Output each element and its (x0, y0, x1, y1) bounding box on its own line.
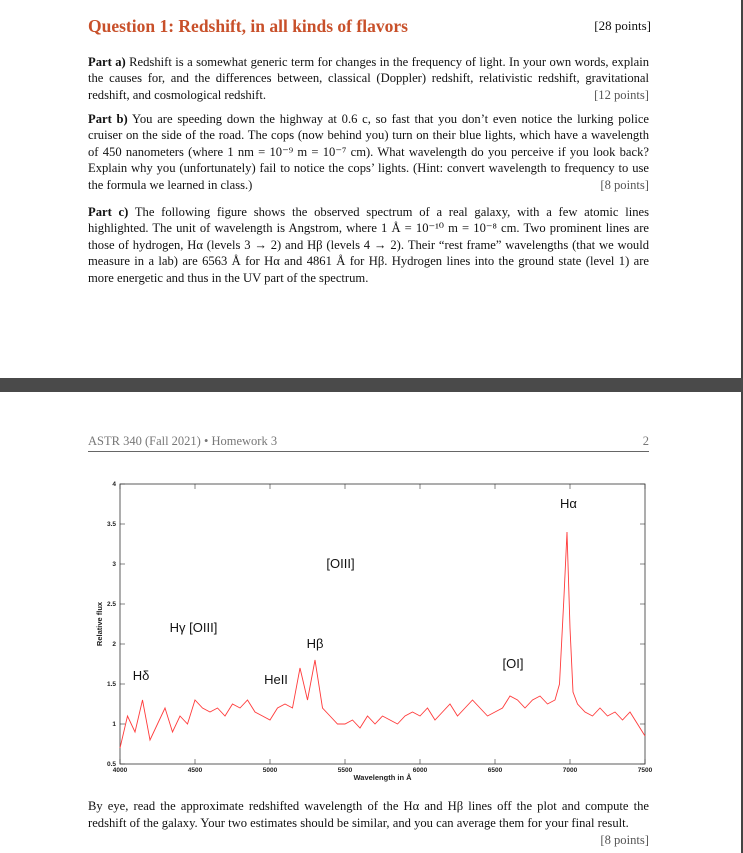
y-tick-label: 1 (112, 721, 116, 728)
line-label: Hβ (306, 636, 324, 651)
part-a (88, 54, 649, 103)
y-tick-label: 3.5 (106, 521, 116, 528)
y-tick-label: 4 (112, 481, 116, 488)
line-label: Hα (560, 496, 577, 511)
x-tick-label: 7000 (562, 767, 578, 774)
x-tick-label: 4000 (112, 767, 128, 774)
header-course: ASTR 340 (Fall 2021) • Homework 3 (88, 434, 278, 448)
x-axis-label: Wavelength in Å (353, 773, 412, 782)
y-tick-label: 1.5 (106, 681, 116, 688)
final-points: [8 points] (600, 833, 649, 847)
page-2 (0, 392, 743, 853)
page-1 (0, 0, 743, 378)
x-tick-label: 5500 (337, 767, 353, 774)
part-a-label: Part a) (88, 55, 126, 69)
x-tick-label: 6500 (487, 767, 503, 774)
part-b (88, 111, 649, 193)
part-a-text: Redshift is a somewhat generic term for changes in the frequency of light. In your own words, explain the causes for, and the differences between, classical (Doppler) redshift, relativistic redshift, gravitational redshift, and cosmological redshift. (88, 55, 650, 102)
part-c (88, 204, 649, 286)
y-tick-label: 0.5 (106, 761, 116, 768)
final-text: By eye, read the approximate redshifted wavelength of the Hα and Hβ lines off the plot and compute the redshift of the galaxy. Your two estimates should be similar, and you can average them for your final result. (88, 799, 649, 830)
question-points: [28 points] (594, 18, 651, 33)
part-c-text: The following figure shows the observed spectrum of a real galaxy, with a few atomic lines highlighted. The unit of wavelength is Angstrom, where 1 Å = 10⁻¹⁰ m = 10⁻⁸ cm. Two prominent lines are those of hydrogen, Hα (levels 3 → 2) and Hβ (levels 4 → 2). Their “rest frame” wavelengths (that we would measure in a lab) are 6563 Å for Hα and 4861 Å for Hβ. Hydrogen lines into the ground state (level 1) are more energetic and thus in the UV part of the spectrum. (88, 205, 649, 285)
line-label: Hγ [OIII] (169, 620, 218, 635)
x-tick-label: 5000 (262, 767, 278, 774)
page-number: 2 (642, 434, 649, 448)
y-tick-label: 2.5 (106, 601, 116, 608)
y-tick-label: 2 (112, 641, 116, 648)
part-a-points: [12 points] (594, 87, 649, 102)
spectrum-line (120, 532, 645, 748)
x-tick-label: 6000 (412, 767, 428, 774)
y-axis-label: Relative flux (95, 601, 104, 647)
line-label: HeII (264, 672, 288, 687)
line-label: [OI] (502, 656, 524, 671)
question-title: Question 1: Redshift, in all kinds of flavors (88, 16, 408, 36)
x-tick-label: 4500 (187, 767, 203, 774)
part-b-label: Part b) (88, 112, 128, 126)
spectrum-chart (0, 474, 741, 814)
part-b-text: You are speeding down the highway at 0.6 c, so fast that you don’t even notice the lurking police cruiser on the side of the road. The cops (now behind you) turn on their blue lights, which have a wavelength of 450 nanometers (where 1 nm = 10⁻⁹ m = 10⁻⁷ cm). What wavelength do you perceive if you look back? Explain why you (unfortunately) fail to notice the cops’ lights. (Hint: convert wavelength to frequency to use the formula we learned in class.) (88, 112, 650, 192)
line-label: [OIII] (326, 556, 355, 571)
x-tick-label: 7500 (637, 767, 653, 774)
final-instructions (88, 798, 649, 849)
part-c-label: Part c) (88, 205, 129, 219)
page-header (88, 434, 649, 452)
part-b-points: [8 points] (600, 177, 649, 192)
line-label: Hδ (132, 668, 150, 683)
y-tick-label: 3 (112, 561, 116, 568)
